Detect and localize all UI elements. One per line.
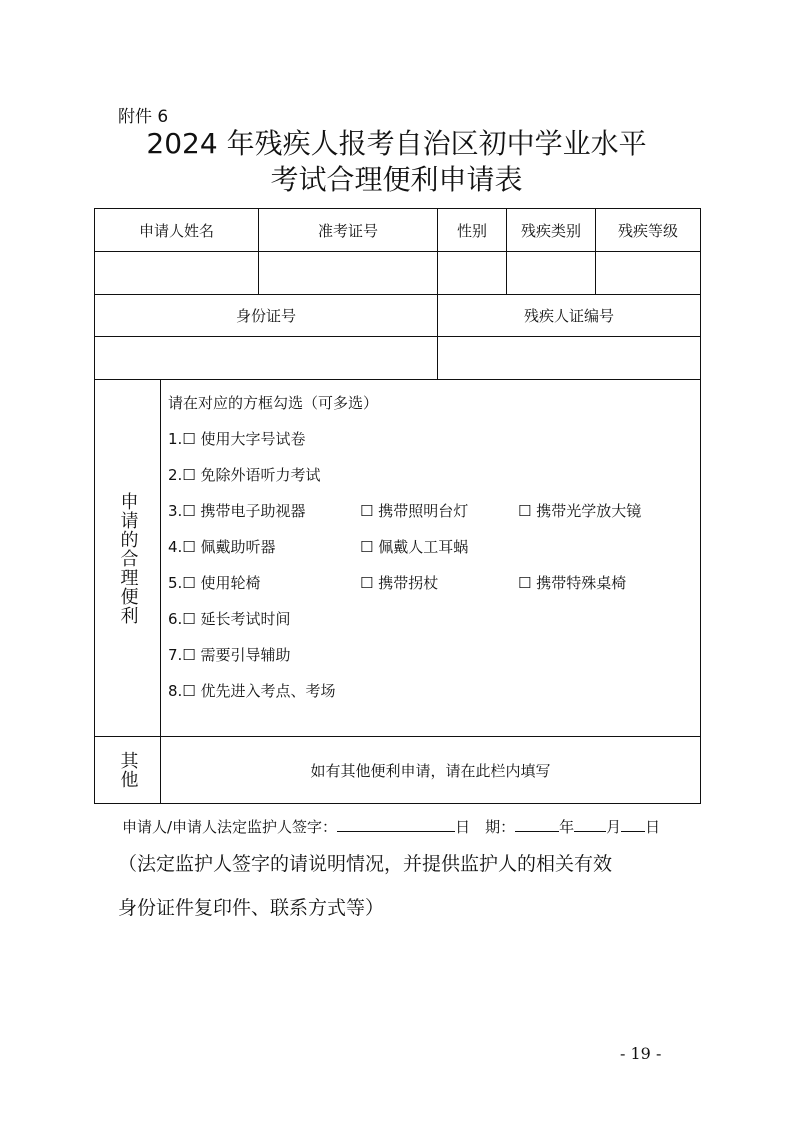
header-name: 申请人姓名 bbox=[95, 209, 259, 252]
section-label-other bbox=[95, 737, 161, 804]
header-disability-type: 残疾类别 bbox=[507, 209, 596, 252]
year-blank[interactable] bbox=[515, 817, 559, 832]
option-5c-checkbox[interactable]: ☐ 携带特殊桌椅 bbox=[518, 574, 627, 592]
header-gender: 性别 bbox=[438, 209, 507, 252]
header-disability-level: 残疾等级 bbox=[596, 209, 701, 252]
other-request-field[interactable]: 如有其他便利申请，请在此栏内填写 bbox=[161, 737, 701, 804]
option-2-checkbox[interactable]: 2.☐ 免除外语听力考试 bbox=[168, 466, 321, 484]
day-blank[interactable] bbox=[621, 817, 645, 832]
gender-field[interactable] bbox=[438, 252, 507, 295]
header-disability-cert: 残疾人证编号 bbox=[438, 295, 701, 337]
page-number: - 19 - bbox=[620, 1044, 662, 1063]
option-4a-checkbox[interactable]: 4.☐ 佩戴助听器 bbox=[168, 538, 276, 556]
disability-cert-field[interactable] bbox=[438, 337, 701, 380]
option-3a-checkbox[interactable]: 3.☐ 携带电子助视器 bbox=[168, 502, 306, 520]
signature-blank[interactable] bbox=[337, 817, 455, 832]
date-label: 日 期： bbox=[455, 818, 516, 836]
month-label: 月 bbox=[606, 818, 622, 836]
exam-number-field[interactable] bbox=[259, 252, 438, 295]
signature-label: 申请人/申请人法定监护人签字： bbox=[122, 818, 338, 836]
guardian-note-line-2: 身份证件复印件、联系方式等） bbox=[118, 897, 385, 919]
header-exam-number: 准考证号 bbox=[259, 209, 438, 252]
header-id-number: 身份证号 bbox=[95, 295, 438, 337]
name-field[interactable] bbox=[95, 252, 259, 295]
option-5b-checkbox[interactable]: ☐ 携带拐杖 bbox=[360, 574, 439, 592]
option-3c-checkbox[interactable]: ☐ 携带光学放大镜 bbox=[518, 502, 642, 520]
option-1-checkbox[interactable]: 1.☐ 使用大字号试卷 bbox=[168, 430, 306, 448]
option-7-checkbox[interactable]: 7.☐ 需要引导辅助 bbox=[168, 646, 291, 664]
month-blank[interactable] bbox=[574, 817, 606, 832]
accommodation-options bbox=[161, 380, 701, 737]
option-5a-checkbox[interactable]: 5.☐ 使用轮椅 bbox=[168, 574, 261, 592]
section-label-reasonable bbox=[95, 380, 161, 737]
title-line-2: 考试合理便利申请表 bbox=[270, 163, 523, 196]
instruction-text: 请在对应的方框勾选（可多选） bbox=[168, 394, 379, 412]
attachment-label: 附件 6 bbox=[118, 107, 169, 127]
disability-level-field[interactable] bbox=[596, 252, 701, 295]
signature-line bbox=[122, 816, 660, 837]
option-4b-checkbox[interactable]: ☐ 佩戴人工耳蜗 bbox=[360, 538, 469, 556]
title-line-1: 2024 年残疾人报考自治区初中学业水平 bbox=[146, 127, 647, 160]
guardian-note-line-1: （法定监护人签字的请说明情况，并提供监护人的相关有效 bbox=[118, 853, 613, 875]
id-number-field[interactable] bbox=[95, 337, 438, 380]
option-3b-checkbox[interactable]: ☐ 携带照明台灯 bbox=[360, 502, 469, 520]
year-label: 年 bbox=[559, 818, 575, 836]
section-reasonable-text: 申请的合理便利 bbox=[117, 491, 139, 625]
option-8-checkbox[interactable]: 8.☐ 优先进入考点、考场 bbox=[168, 682, 336, 700]
section-other-text: 其他 bbox=[117, 751, 139, 789]
option-6-checkbox[interactable]: 6.☐ 延长考试时间 bbox=[168, 610, 291, 628]
disability-type-field[interactable] bbox=[507, 252, 596, 295]
application-form-table bbox=[94, 208, 701, 804]
day-label: 日 bbox=[645, 818, 661, 836]
